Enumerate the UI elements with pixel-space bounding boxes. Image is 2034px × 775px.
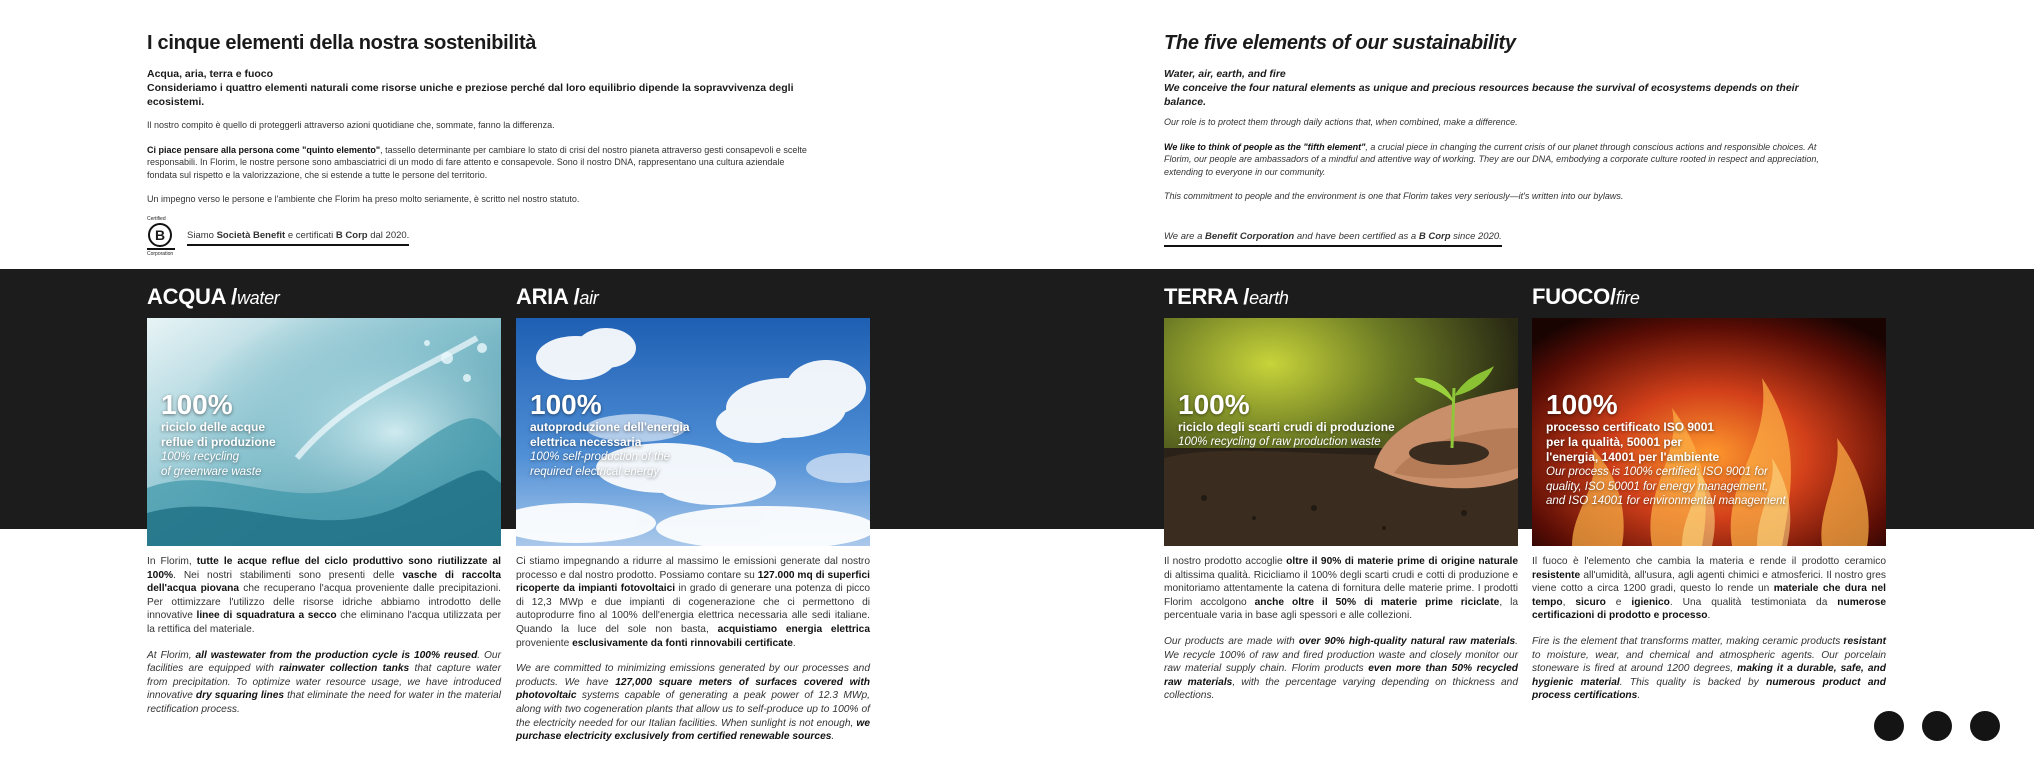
section-head-label: FUOCO/ (1532, 284, 1616, 309)
stat-en-2: required electrical energy (530, 465, 660, 478)
stat-title-1: autoproduzione dell'energia (530, 420, 690, 434)
stat-en-2: quality, ISO 50001 for energy management, (1546, 480, 1769, 493)
text-run: At Florim, (147, 649, 196, 661)
text-run: . (1637, 690, 1641, 702)
stat-title-2: elettrica necessaria (530, 435, 642, 449)
text-run: that capture water from precipitation. To optimize water resource usage, we have introduced innovative (147, 663, 501, 702)
section-head-aria (516, 284, 599, 310)
text-column-terra (1164, 555, 1518, 703)
intro-subtitle-line1: Water, air, earth, and fire (1164, 68, 1286, 80)
bcorp-logo (147, 216, 177, 257)
stat-percent: 100% (1546, 389, 1618, 420)
stat-en-1: Our process is 100% certified: ISO 9001 for (1546, 466, 1768, 478)
stat-title-1: processo certificato ISO 9001 (1546, 420, 1715, 434)
text-run: proveniente (516, 637, 573, 649)
stat-title-2: reflue di produzione (161, 435, 276, 449)
bold-run: 127,000 square meters of surfaces covered with photovoltaic (516, 676, 870, 702)
intro-p2 (147, 144, 807, 182)
section-head-en: fire (1615, 288, 1640, 308)
body-en (1164, 635, 1518, 703)
bold-run: numerose certificazioni di prodotto e processo (1532, 596, 1886, 622)
text-run: che eliminano l'acqua utilizzata per la rettifica del materiale. (147, 610, 501, 635)
intro-p3: Un impegno verso le persone e l'ambiente che Florim ha preso molto seriamente, è scritto nel nostro statuto. (147, 194, 580, 204)
body-it (516, 555, 870, 650)
stat-percent: 100% (161, 389, 233, 420)
page-title-it: I cinque elementi della nostra sostenibilità (147, 32, 537, 54)
text-run: . (1707, 610, 1711, 622)
stat-percent: 100% (530, 389, 602, 420)
section-head-acqua (147, 284, 280, 310)
text-run: We are committed to minimizing emissions generated by our processes and products. We have (516, 663, 870, 688)
bold-run: over 90% high-quality natural raw materials (1298, 635, 1516, 647)
bold-run: we purchase electricity exclusively from certified renewable sources (516, 717, 870, 743)
stat-overlay-aria (530, 390, 690, 479)
stat-en-1: 100% self-production of the (530, 451, 671, 463)
bold-run: tutte le acque reflue del ciclo produttivo sono riutilizzate al 100% (147, 556, 501, 581)
intro-p1: Il nostro compito è quello di proteggerli attraverso azioni quotidiane che, sommate, fanno la differenza. (147, 120, 555, 130)
text-run: Our products are made with (1164, 635, 1299, 647)
text-run: . Our facilities are equipped with (147, 649, 501, 675)
intro-body-it (147, 119, 807, 206)
body-en (1532, 635, 1886, 703)
section-head-label: ACQUA / (147, 284, 237, 309)
bold-run: esclusivamente da fonti rinnovabili certificate (572, 637, 793, 649)
text-run: that eliminate the need for water in the material rectification process. (147, 690, 501, 715)
photo-sky (516, 318, 870, 546)
page-title-en: The five elements of our sustainability (1164, 32, 1516, 54)
bold-run: resistente (1532, 569, 1581, 581)
section-head-label: TERRA / (1164, 284, 1250, 309)
intro-subtitle-line2: We conceive the four natural elements as unique and precious resources because the survival of ecosystems depends on their balance. (1164, 82, 1799, 108)
text-run: Il nostro prodotto accoglie (1164, 556, 1287, 567)
text-run: . We recycle 100% of raw and fired production waste and closely monitor our raw material supply chain. Florim products (1164, 635, 1518, 675)
text-run: di altissima qualità. Ricicliamo il 100% degli scarti crudi e cotti di produzione e monitoriamo attentamente la catena di fornitura delle materie prime. I prodotti Florim accolgono (1164, 569, 1518, 608)
photo-fire (1532, 318, 1886, 546)
text-run: all'umidità, all'usura, agli agenti chimici e atmosferici. Il nostro gres viene cotto a circa 1200 gradi, questo lo rende un (1532, 569, 1886, 595)
text-run: . Una qualità testimoniata da (1669, 596, 1838, 608)
bcorp-corporation-label: Corporation (147, 251, 174, 257)
intro-subtitle-line2: Consideriamo i quattro elementi naturali come risorse uniche e preziose perché dal loro equilibrio dipende la sopravvivenza degli ecosistemi. (147, 82, 794, 108)
photo-water (147, 318, 501, 546)
stat-en-2: of greenware waste (161, 465, 262, 478)
bold-run: oltre il 90% di materie prime di origine naturale (1286, 556, 1518, 567)
text-run: systems capable of generating a peak power of 12.3 MWp, along with two cogeneration plants that allow us to self-produce up to 100% of the electricity needed for our Italian facilities. When sunlight is not enough, (516, 690, 870, 729)
section-head-en: earth (1249, 288, 1289, 308)
intro-subtitle-it (147, 67, 807, 109)
text-run: Il fuoco è l'elemento che cambia la materia e rende il prodotto ceramico (1532, 556, 1886, 567)
intro-subtitle-line1: Acqua, aria, terra e fuoco (147, 68, 274, 80)
body-en (516, 662, 870, 744)
text-run: e (1605, 596, 1632, 608)
cert-text-b: Società Benefit (216, 230, 286, 241)
section-head-en: water (236, 288, 280, 308)
cert-text-d: B Corp (1418, 231, 1451, 242)
intro-body-en (1164, 116, 1824, 203)
stat-overlay-terra (1178, 390, 1395, 450)
cert-text-b: Benefit Corporation (1205, 231, 1295, 242)
text-run: . (831, 731, 835, 743)
body-it (1164, 555, 1518, 623)
nav-dot-3[interactable] (1970, 711, 2000, 741)
stat-title-3: l'energia, 14001 per l'ambiente (1546, 450, 1720, 464)
bold-run: even more than 50% recycled raw materials (1164, 663, 1518, 688)
bcorp-certified-label: Certified (147, 216, 166, 222)
bold-run: anche oltre il 50% di materie prime riciclate (1254, 596, 1500, 608)
text-run: Ci stiamo impegnando a ridurre al massimo le emissioni generate dal nostro processo e dal nostro prodotto. Possiamo contare su (516, 556, 870, 581)
cert-text-c: e certificati (285, 230, 336, 241)
nav-dot-2[interactable] (1922, 711, 1952, 741)
intro-subtitle-en (1164, 67, 1824, 109)
intro-p2-rest: , tassello determinante per cambiare lo stato di crisi del nostro pianeta attraverso gesti consapevoli e scelte responsabili. In Florim, le nostre persone sono ambasciatrici di un modo di fare attento e consapevole. Sono il nostro DNA, rappresentano una cultura aziendale fondata sul rispetto e la valorizzazione, che si estende a tutte le persone del territorio. (147, 144, 807, 180)
nav-dot-1[interactable] (1874, 711, 1904, 741)
section-head-terra (1164, 284, 1289, 310)
cert-text-e: dal 2020. (367, 230, 410, 241)
body-en (147, 649, 501, 717)
bold-run: rainwater collection tanks (279, 663, 410, 675)
text-column-acqua (147, 555, 501, 717)
section-head-en: air (579, 288, 599, 308)
text-run: In Florim, (147, 556, 197, 567)
bold-run: numerous product and process certifications (1532, 676, 1886, 702)
bold-run: acquistiamo energia elettrica (717, 623, 870, 635)
section-head-label: ARIA / (516, 284, 580, 309)
stat-title-2: per la qualità, 50001 per (1546, 435, 1683, 449)
cert-text-d: B Corp (335, 230, 368, 241)
text-run: che recuperano l'acqua proveniente dalle precipitazioni. Per ottimizzare l'utilizzo delle risorse idriche abbiamo introdotto delle innovative (147, 583, 501, 622)
bold-run: 127.000 mq di superfici ricoperte da impianti fotovoltaici (516, 569, 870, 595)
stat-en-1: 100% recycling of raw production waste (1178, 436, 1381, 448)
text-column-aria (516, 555, 870, 744)
text-run: . Nei nostri stabilimenti sono presenti delle (173, 569, 403, 581)
intro-p2-bold: Ci piace pensare alla persona come "quinto elemento" (147, 144, 381, 155)
stat-overlay-fuoco (1546, 390, 1786, 509)
bcorp-b-icon: B (148, 223, 172, 247)
intro-p1: Our role is to protect them through daily actions that, when combined, make a difference. (1164, 117, 1518, 127)
cert-text-a: Siamo (187, 230, 217, 241)
bold-run: dry squaring lines (195, 690, 285, 702)
intro-p2 (1164, 141, 1824, 179)
bold-run: making it a durable, safe, and hygienic material (1532, 663, 1886, 688)
cert-text-a: We are a (1164, 231, 1206, 242)
intro-p3: This commitment to people and the environment is one that Florim takes very seriously—it's written into our bylaws. (1164, 191, 1624, 201)
text-run: . This quality is backed by (1619, 676, 1767, 688)
bold-run: vasche di raccolta dell'acqua piovana (147, 569, 501, 595)
intro-p2-bold: We like to think of people as the "fifth element" (1164, 141, 1366, 152)
stat-title-1: riciclo degli scarti crudi di produzione (1178, 420, 1395, 434)
text-run: , la percentuale varia in base agli spessori e alle collezioni. (1164, 596, 1519, 622)
text-run: Fire is the element that transforms matter, making ceramic products (1532, 635, 1844, 647)
stat-title-1: riciclo delle acque (161, 420, 266, 434)
stat-en-1: 100% recycling (161, 451, 239, 463)
bold-run: linee di squadratura a secco (196, 610, 337, 622)
benefit-statement-it (187, 230, 409, 246)
body-it (147, 555, 501, 637)
text-run: to moisture, wear, and chemical and atmospheric agents. Our porcelain stoneware is fired at around 1200 degrees, (1532, 649, 1886, 675)
stat-overlay-acqua (161, 390, 276, 479)
bold-run: resistant (1843, 635, 1886, 647)
bold-run: all wastewater from the production cycle is 100% reused (195, 649, 478, 661)
text-run: , (1562, 596, 1576, 608)
text-run: in grado di generare una potenza di picco di 12,3 MWp e due impianti di cogenerazione che ci permettono di autoprodurre fino al 100% dell'energia elettrica necessaria alle sedi italiane. Quando la luce del sole non basta, (516, 583, 870, 635)
stat-en-3: and ISO 14001 for environmental management (1546, 495, 1786, 507)
benefit-statement-en (1164, 231, 1502, 247)
bold-run: materiale che dura nel tempo (1532, 583, 1886, 608)
text-run: , with the percentage varying depending on thickness and collections. (1164, 676, 1518, 702)
bold-run: sicuro (1575, 596, 1606, 608)
intro-p2-rest: , a crucial piece in changing the current crisis of our planet through conscious actions and responsible choices. At Florim, our people are ambassadors of a mindful and attentive way of working. They are our DNA, embodying a corporate culture rooted in respect and appreciation, extending to everyone in our community. (1164, 141, 1819, 177)
photo-earth (1164, 318, 1518, 546)
bcorp-line (147, 248, 175, 250)
text-run: . (792, 637, 796, 649)
section-head-fuoco (1532, 284, 1640, 310)
body-it (1532, 555, 1886, 623)
text-column-fuoco (1532, 555, 1886, 703)
cert-text-c: and have been certified as a (1294, 231, 1419, 242)
stat-percent: 100% (1178, 389, 1250, 420)
cert-text-e: since 2020. (1450, 231, 1502, 242)
bold-run: igienico (1631, 596, 1670, 608)
